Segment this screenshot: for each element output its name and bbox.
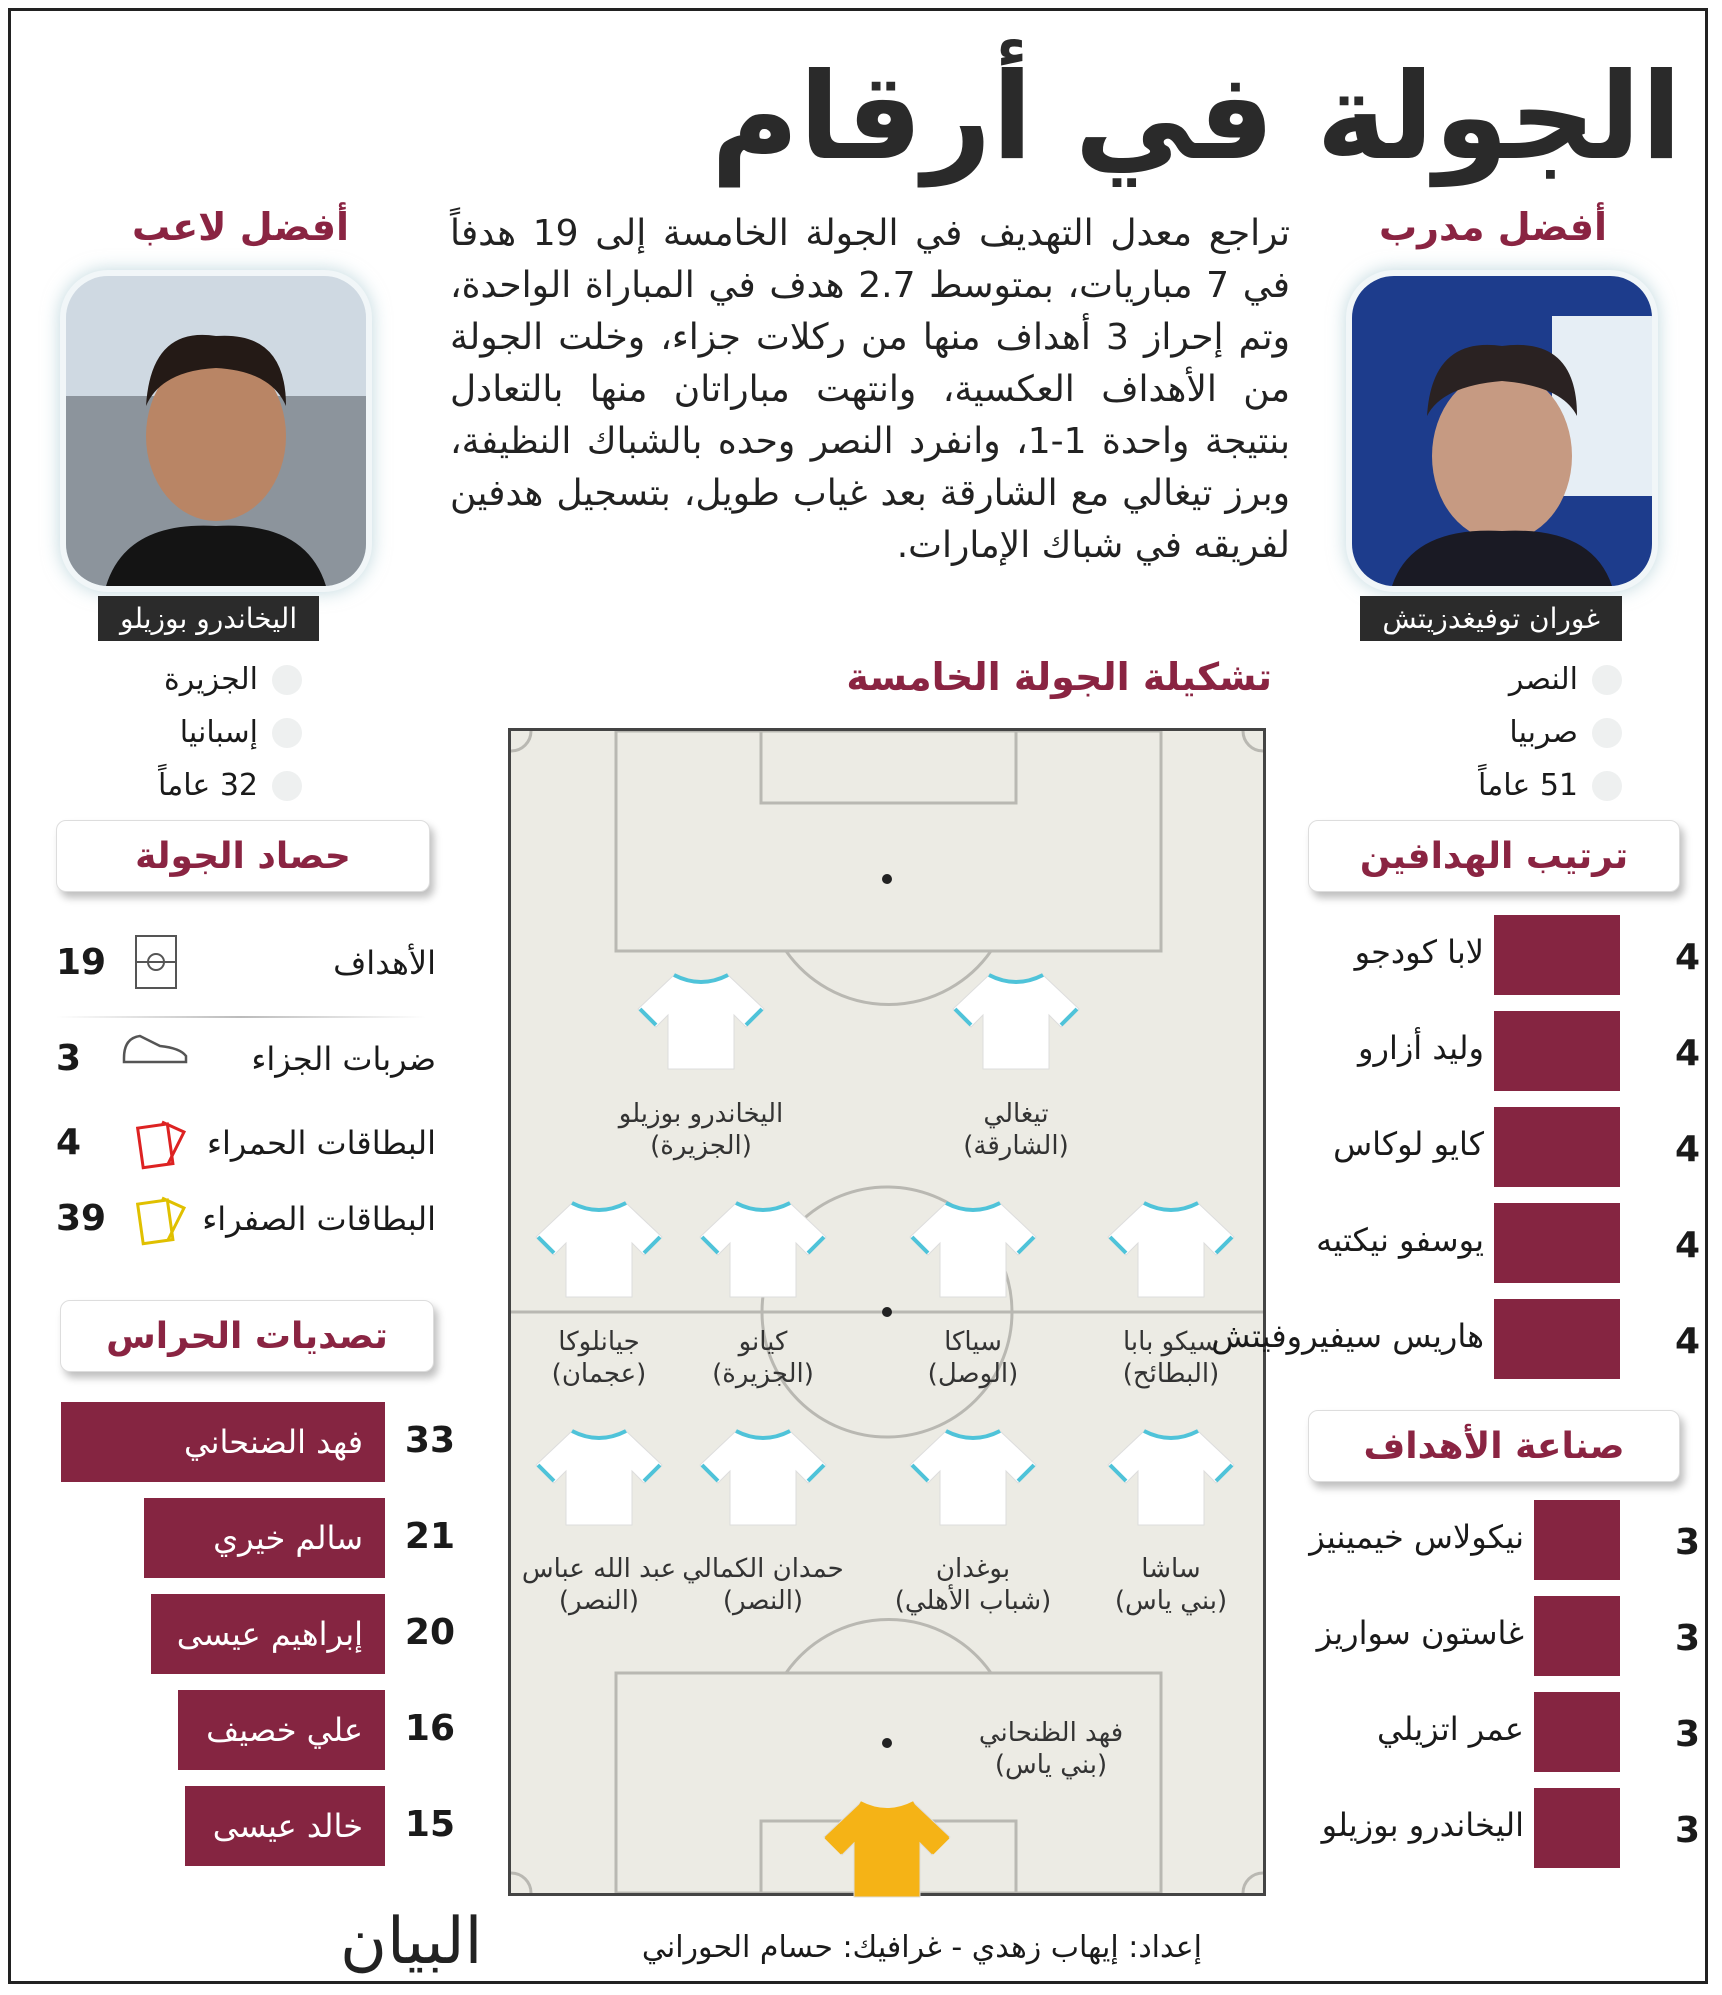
saves-bar: خالد عيسى	[185, 1786, 385, 1866]
player-country-row	[180, 715, 302, 750]
calendar-icon	[272, 771, 302, 801]
team-icon	[272, 665, 302, 695]
player-name: فهد الظنحاني	[978, 1718, 1124, 1748]
harvest-value: 19	[56, 942, 107, 983]
boot-icon	[120, 1030, 190, 1070]
player-club: (الجزيرة)	[650, 1131, 752, 1161]
calendar-icon	[1592, 771, 1622, 801]
coach-age: 51 عاماً	[1478, 768, 1578, 803]
player-club: (بني ياس)	[994, 1750, 1108, 1780]
coach-photo	[1346, 270, 1658, 592]
player-label	[489, 1326, 709, 1390]
player-club: (الوصل)	[927, 1359, 1019, 1389]
player-age-row	[158, 768, 302, 803]
player-club: (عجمان)	[551, 1359, 647, 1389]
scorers-row	[1290, 1203, 1700, 1283]
best-coach-heading: أفضل مدرب	[1378, 205, 1607, 249]
player-name: سياكا	[944, 1327, 1002, 1357]
assists-value: 3	[1674, 1618, 1700, 1659]
scorers-name: لابا كودجو	[1354, 933, 1484, 971]
assists-bar	[1534, 1500, 1620, 1580]
player-label	[941, 1717, 1161, 1781]
harvest-row	[56, 1186, 436, 1256]
assists-row	[1290, 1788, 1700, 1868]
player-shirt-icon	[1106, 1199, 1236, 1303]
player-name: جيانلوكا	[558, 1327, 640, 1357]
scorers-bar	[1494, 915, 1620, 995]
saves-bar: فهد الضنحاني	[61, 1402, 385, 1482]
player-club: (النصر)	[558, 1586, 640, 1616]
assists-value: 3	[1674, 1522, 1700, 1563]
shirt-icon	[272, 718, 302, 748]
assists-value: 3	[1674, 1714, 1700, 1755]
saves-row	[60, 1402, 455, 1482]
assists-name: غاستون سواريز	[1316, 1614, 1524, 1652]
player-shirt-icon	[1106, 1427, 1236, 1531]
harvest-label: البطاقات الصفراء	[202, 1200, 436, 1238]
scorers-value: 4	[1674, 1033, 1700, 1074]
scorers-name: وليد أزارو	[1358, 1029, 1484, 1067]
scorers-row	[1290, 915, 1700, 995]
coach-name: غوران توفيغدزيتش	[1360, 596, 1622, 641]
assists-bar	[1534, 1596, 1620, 1676]
player-shirt-icon	[534, 1427, 664, 1531]
player-club: (الشارقة)	[963, 1131, 1069, 1161]
red-card-icon	[134, 1114, 190, 1174]
player-shirt-icon	[908, 1199, 1038, 1303]
intro-paragraph: تراجع معدل التهديف في الجولة الخامسة إلى 19 هدفاً في 7 مباريات، بمتوسط 2.7 هدف في المباراة الواحدة، وتم إحراز 3 أهداف منها من ركلات جزاء، وخلت الجولة من الأهداف العكسية، وانتهت مباراتان منها بالتعادل بنتيجة واحدة 1-1، وانفرد النصر وحده بالشباك النظيفة، وبرز تيغالي مع الشارقة بعد غياب طويل، بتسجيل هدفين لفريقه في شباك الإمارات.	[450, 213, 1290, 566]
assists-value: 3	[1674, 1810, 1700, 1851]
player-age: 32 عاماً	[158, 768, 258, 803]
saves-bar: سالم خيري	[144, 1498, 385, 1578]
scorers-value: 4	[1674, 1321, 1700, 1362]
harvest-label: ضربات الجزاء	[251, 1040, 436, 1078]
saves-value: 21	[404, 1516, 455, 1557]
harvest-label: الأهداف	[333, 944, 436, 982]
scorers-name: هاريس سيفيروفيتش	[1211, 1317, 1484, 1355]
scorers-bar	[1494, 1107, 1620, 1187]
player-name: اليخاندرو بوزيلو	[98, 596, 319, 641]
assists-name: اليخاندرو بوزيلو	[1321, 1806, 1524, 1844]
coach-country: صربيا	[1509, 715, 1578, 750]
coach-age-row	[1478, 768, 1622, 803]
pitch	[508, 728, 1266, 1896]
player-shirt-icon	[534, 1199, 664, 1303]
player-club: (البطائح)	[1122, 1359, 1220, 1389]
scorers-heading: ترتيب الهدافين	[1308, 820, 1680, 892]
player-name: بوغدان	[935, 1554, 1011, 1584]
player-label	[906, 1098, 1126, 1162]
best-player-heading: أفضل لاعب	[132, 205, 349, 249]
harvest-row	[56, 930, 436, 1000]
team-icon	[1592, 665, 1622, 695]
assists-row	[1290, 1500, 1700, 1580]
lineup-heading: تشكيلة الجولة الخامسة	[846, 655, 1272, 699]
scorers-name: كايو لوكاس	[1333, 1125, 1484, 1163]
scorers-value: 4	[1674, 1129, 1700, 1170]
harvest-row	[56, 1026, 436, 1096]
player-shirt-icon	[698, 1199, 828, 1303]
scorers-row	[1290, 1107, 1700, 1187]
harvest-label: البطاقات الحمراء	[206, 1124, 436, 1162]
saves-value: 33	[404, 1420, 455, 1461]
saves-heading: تصديات الحراس	[60, 1300, 434, 1372]
scorers-value: 4	[1674, 1225, 1700, 1266]
yellow-card-icon	[134, 1190, 190, 1250]
assists-row	[1290, 1596, 1700, 1676]
coach-club-row	[1509, 662, 1622, 697]
scorers-row	[1211, 1299, 1700, 1379]
harvest-value: 39	[56, 1198, 107, 1239]
player-name: كيانو	[738, 1327, 788, 1357]
player-name: سيكو بابا	[1122, 1327, 1219, 1357]
saves-row	[60, 1786, 455, 1866]
assists-name: نيكولاس خيمينيز	[1309, 1518, 1524, 1556]
assists-bar	[1534, 1692, 1620, 1772]
saves-bar: علي خصيف	[178, 1690, 385, 1770]
scorers-name: يوسفو نيكتيه	[1316, 1221, 1484, 1259]
player-shirt-icon	[951, 971, 1081, 1075]
newspaper-logo: البيان	[340, 1905, 483, 1979]
player-label	[1061, 1553, 1281, 1617]
player-name: عبد الله عباس	[521, 1554, 677, 1584]
player-name: ساشا	[1141, 1554, 1201, 1584]
player-shirt-icon	[636, 971, 766, 1075]
player-club: الجزيرة	[163, 662, 258, 697]
player-club: (بني ياس)	[1114, 1586, 1228, 1616]
player-country: إسبانيا	[179, 715, 258, 750]
pitch-icon	[134, 934, 178, 994]
coach-country-row	[1509, 715, 1622, 750]
player-club: (شباب الأهلي)	[894, 1586, 1052, 1616]
saves-value: 15	[404, 1804, 455, 1845]
shirt-icon	[1592, 718, 1622, 748]
player-name: اليخاندرو بوزيلو	[618, 1099, 784, 1129]
player-club: (الجزيرة)	[712, 1359, 814, 1389]
player-name: حمدان الكمالي	[682, 1554, 844, 1584]
saves-value: 16	[404, 1708, 455, 1749]
player-label	[863, 1553, 1083, 1617]
coach-club: النصر	[1508, 662, 1578, 697]
player-shirt-icon	[698, 1427, 828, 1531]
scorers-bar	[1494, 1203, 1620, 1283]
assists-heading: صناعة الأهداف	[1308, 1410, 1680, 1482]
divider	[56, 1016, 426, 1018]
scorers-row	[1290, 1011, 1700, 1091]
harvest-heading: حصاد الجولة	[56, 820, 430, 892]
assists-name: عمر اتزيلي	[1376, 1710, 1524, 1748]
assists-bar	[1534, 1788, 1620, 1868]
assists-row	[1290, 1692, 1700, 1772]
player-shirt-icon	[822, 1799, 952, 1903]
player-name: تيغالي	[983, 1099, 1049, 1129]
saves-row	[60, 1594, 455, 1674]
player-club-row	[164, 662, 302, 697]
page-title: الجولة في أرقام	[710, 48, 1682, 187]
player-club: (النصر)	[722, 1586, 804, 1616]
saves-row	[60, 1690, 455, 1770]
harvest-value: 4	[56, 1122, 82, 1163]
scorers-bar	[1494, 1299, 1620, 1379]
player-label	[591, 1098, 811, 1162]
scorers-bar	[1494, 1011, 1620, 1091]
saves-value: 20	[404, 1612, 455, 1653]
player-label	[489, 1553, 709, 1617]
scorers-value: 4	[1674, 937, 1700, 978]
player-photo	[60, 270, 372, 592]
credits: إعداد: إيهاب زهدي - غرافيك: حسام الحوراني	[641, 1930, 1202, 1965]
saves-bar: إبراهيم عيسى	[151, 1594, 385, 1674]
harvest-value: 3	[56, 1038, 82, 1079]
player-label	[863, 1326, 1083, 1390]
saves-row	[60, 1498, 455, 1578]
harvest-row	[56, 1110, 436, 1180]
player-shirt-icon	[908, 1427, 1038, 1531]
